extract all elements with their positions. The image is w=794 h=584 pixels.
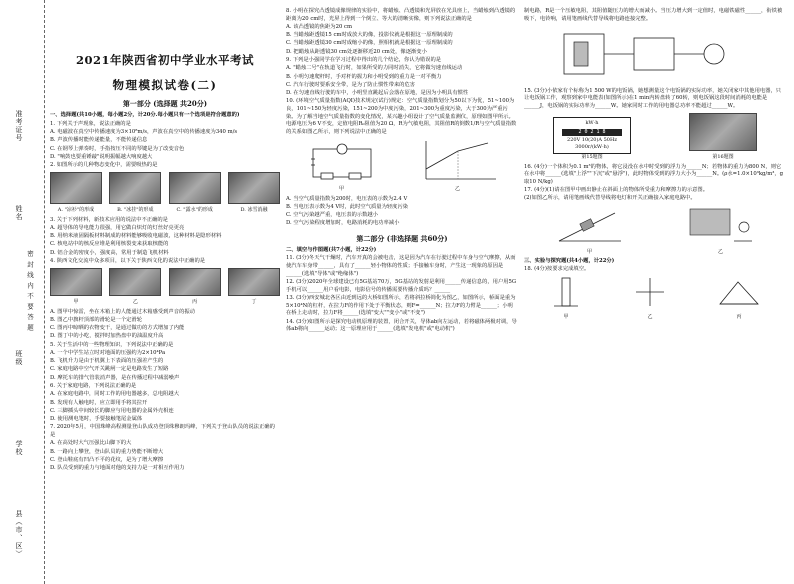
- part2-heading: 第二部分 (非选择题 共60分): [356, 234, 448, 244]
- q4-figures: [50, 268, 280, 307]
- q4-caption: 丁: [251, 299, 257, 306]
- q15-q16-figures: [524, 113, 786, 162]
- q9-option-b: B. 小明匀速爬杆时，手对杆的握力和小明受到的重力是一对平衡力: [286, 73, 442, 80]
- q4-caption: 丙: [192, 299, 198, 306]
- q10-graph: [418, 139, 498, 183]
- q7-option-d: D. 队员受到的重力与地面对他的支持力是一对相互作用力: [50, 465, 185, 472]
- q16-photo: [689, 113, 757, 151]
- q6-option-a: A. 在家庭电路中，同时工作的用电器越多，总电阻越大: [50, 391, 180, 398]
- q18-figure-yi: [630, 276, 670, 310]
- column-2: [286, 8, 518, 335]
- electric-meter: [553, 117, 631, 154]
- column-1: [50, 8, 280, 473]
- q8-option-b: B. 当蜡烛距透镜15 cm时成放大的像，投影仪就是根据这一原理制成的: [286, 32, 453, 39]
- q8: 8. 小明在探究凸透镜成像规律的实验中，将蜡烛、凸透镜和光屏放在光具座上，当蜡烛到凸透镜的距离为20 cm时，光屏上得到一个倒立、等大的清晰实像，则下列说法正确的是: [286, 8, 516, 22]
- q2-photo-d: [228, 172, 280, 204]
- q10-option-d: D. 空气污染程度增加时，电路消耗的电功率减小: [286, 220, 400, 227]
- school-label: 学校: [15, 440, 23, 456]
- q2-photo-b: [109, 172, 161, 204]
- q5-option-c: C. 家庭电路中空气开关跳闸一定是电路发生了短路: [50, 366, 169, 373]
- class-label: 班级: [15, 350, 23, 366]
- q4-photo-yi: [109, 268, 161, 296]
- q4-photo-ding: [228, 268, 280, 296]
- q10-circuit-diagram: [307, 143, 377, 183]
- meter-revolutions: 3000r/(kW·h): [575, 144, 609, 151]
- q12: 12. (3分)2020年全球建设已有5G基站70万，5G基站的发射是利用______传递信息的，用户用5G手机可以______用户看电影，电影信号的传播需要传播介质吗？______: [286, 279, 517, 293]
- q13: 13. (3分)西安城北各区由近到远的大桥如图所示，若将斜拉桥简化为图乙，如图所示，桥面是重为5×10⁴N的杠杆，在拉力F的作用下处于平衡状态，则F=______N；拉力F的力臂是______；小明在桥上走动时，拉力F将______(选填"变大""变小"或"不变"): [286, 295, 516, 317]
- exam-title: 2021年陕西省初中学业水平考试: [75, 53, 254, 67]
- q10: 10. (环境空气质量指数(AQI)技术规定(试行)规定：空气质量指数划分为50以下为优，51~100为良，101~150为轻度污染，151~200为中度污染，201~300为重度污染，大于300为严重污染。为了解当地空气质量指数的变化情况，某兴趣小组设计了空气质量监测仪，原理如图甲所示。电源电压为6 V不变，定值电阻R₀阻值为20 Ω，R为气敏电阻，其阻值R的倒数1/R与空气质量指数的关系如图乙所示，则下列说法中正确的是: [286, 98, 517, 136]
- q4: 4. 陕西文化交流中众多项目，以下关于陕西文化的说法中正确的是: [50, 258, 206, 264]
- q17: 17. (4分)(1)请在图甲中画出静止在斜面上的物体所受重力和摩擦力的示意图。: [524, 187, 709, 194]
- q7-option-a: A. 在高处时大气压强比山脚下的大: [50, 440, 132, 447]
- q4-option-c: C. 图丙中晾晒的衣物变干，是通过做功的方式增加了内能: [50, 325, 185, 332]
- q10-option-c: C. 空气污染越严重，电压表的示数越小: [286, 212, 378, 219]
- q1-option-c: C. 在钢琴上弹奏时，手指按压不同的琴键是为了改变音色: [50, 145, 185, 152]
- q1-option-d: D. "响鼓也要重锤敲"说明振幅越大响度越大: [50, 153, 153, 160]
- section2-heading: 二、填空与作图题(共7小题，计22分): [286, 247, 377, 254]
- q14: 14. (3分)如图所示是探究电动机原理的装置，闭合开关，导体ab向左运动，若将磁体两极对调，导体ab将向______运动；这一原理应用于______(选填"发电机"或"电动机"): [286, 318, 517, 333]
- q2-caption: B. "冰挂"的形成: [117, 207, 154, 214]
- q17-part2: (2)如图乙所示，请用笔画线代替导线将电灯和开关正确接入家庭电路中。: [524, 195, 696, 202]
- q18-figure-jia: [546, 276, 586, 310]
- q2-caption: D. 冰雪消融: [240, 207, 268, 214]
- q3-option-d: D. 铝合金的密度小，强度高，常用于制造飞机材料: [50, 249, 169, 256]
- q5-option-b: B. 飞机升力是由于机翼上下表面的压强差产生的: [50, 358, 164, 365]
- q4-option-b: B. 图乙中旗杆顶部的滑轮是一个定滑轮: [50, 316, 143, 323]
- q1-option-b: B. 声波传播时能传递能量，不能传递信息: [50, 137, 148, 144]
- q2-photo-a: [50, 172, 102, 204]
- q4-caption: 甲: [73, 299, 79, 306]
- q6-option-c: C. 三脚插头中间较长的脚应与用电器的金属外壳相连: [50, 407, 174, 414]
- q8-option-d: D. 把蜡烛从距透镜30 cm处逐渐移近20 cm处，像逐渐变小: [286, 48, 427, 55]
- q4-caption: 乙: [132, 299, 138, 306]
- q14-circuit-figure: [554, 24, 754, 84]
- q3-option-a: A. 超导体的导电能力很强，用它做白炽灯的灯丝好亮更亮: [50, 224, 185, 231]
- q17-caption-jia: 甲: [586, 248, 592, 255]
- q1-option-a: A. 电磁波在真空中传播速度为3×10⁸m/s，声波在真空中的传播速度为340 m/s: [50, 129, 238, 136]
- q5-option-a: A. 一个中学生站立时对地面的压强约为2×10⁴Pa: [50, 349, 166, 356]
- section3-heading: 三、实验与探究题(共4小题，计22分): [524, 258, 615, 265]
- q15-caption: 第15题图: [581, 154, 603, 161]
- q10-caption-jia: 甲: [338, 186, 344, 193]
- q2: 2. 如图所示的几种物态变化中，需要吸热的是: [50, 162, 158, 169]
- q17-figure-yi: [686, 205, 756, 245]
- q18-caption-yi: 乙: [647, 313, 653, 320]
- q16-caption: 第16题图: [712, 154, 734, 161]
- q11: 11. (3分)冬天气干燥时，汽车开真的会被电击，这是因为汽车在行驶过程中车身与空气摩擦，从而使汽车车身带______，具有了______轻小物体的性质；手接触车身时，产生这一现象的原因是______(选填"导体"或"绝缘体"): [286, 255, 516, 277]
- q14-continued: 制电路，R是一个压敏电阻，其阻值随压力的增大而减小。当压力增大到一定值时，电磁铁磁性______，衔铁被吸下，电铃响，请用笔画线代替导线将电路连接完整。: [524, 8, 783, 22]
- q17-figure-jia: [555, 205, 625, 245]
- q5: 5. 关于生活中的一些物理知识，下列说法中正确的是: [50, 341, 174, 348]
- q17-caption-yi: 乙: [717, 248, 723, 255]
- q18-caption-bing: 丙: [736, 313, 742, 320]
- name-label: 姓名: [15, 205, 23, 221]
- q17-figures: [524, 205, 786, 256]
- q2-caption: C. "露水"的形成: [176, 207, 213, 214]
- part1-heading: 第一部分 (选择题 共20分): [122, 99, 208, 109]
- q4-option-d: D. 图丁中的小吃，搅拌时加热盘中的油温度升高: [50, 333, 164, 340]
- q7-option-c: C. 登山鞋底有凹凸不平的花纹，是为了增大摩擦: [50, 456, 164, 463]
- seal-warning: 密 封 线 内 不 要 答 题: [26, 250, 34, 332]
- paper-title: 物理模拟试卷(二): [112, 77, 218, 92]
- q18-figure-bing: [714, 276, 764, 310]
- meter-reading: 2 0 2 1 8: [562, 129, 622, 136]
- q7: 7. 2020年5月，中国珠峰高程测量登山队成功登顶珠穆朗玛峰，下列关于登山队员的说法正确的是: [50, 424, 275, 438]
- q10-figures: [286, 139, 518, 194]
- q3: 3. 关于下列材料，新技术应用的说法中不正确的是: [50, 216, 168, 223]
- q16: 16. (4分)一个体积为0.1 m³的物体，将它浸没在水中时受到的浮力为______N；若物体的重力为800 N，则它在水中将______(选填"上浮""下沉"或"悬浮")，此时物体受到的浮力大小为______N。(ρ水=1.0×10³kg/m³，g取10 N/kg): [524, 163, 784, 185]
- binding-strip: [0, 0, 45, 584]
- q6-option-d: D. 使用测电笔时，手要接触笔尾金属体: [50, 416, 143, 423]
- q6: 6. 关于家庭电路，下列说法正确的是: [50, 382, 137, 389]
- q4-photo-jia: [50, 268, 102, 296]
- q4-photo-bing: [169, 268, 221, 296]
- q2-caption: A. "凉衫"的形成: [57, 207, 95, 214]
- q6-option-b: B. 发现有人触电时，应立即用手将其拉开: [50, 399, 148, 406]
- q18-figures: [524, 276, 786, 321]
- q15: 15. (3分)小依家有个标称为1 500 W的电饭锅，她想测量这个电饭锅的实际功率，她关闭家中其他用电器，只让电饭锅工作，观察到家中电能表(如图所示)在1 min内转盘转了60转，则电饭锅这段时间消耗的电能是______J，电饭锅的实际功率为______W。她家同时工作的用电器总功率不能超过______W。: [524, 87, 782, 109]
- q10-option-b: B. 当电压表示数为4 V时，此时空气质量为轻度污染: [286, 203, 409, 210]
- q8-option-c: C. 当蜡烛距透镜30 cm时成缩小的像，照相机就是根据这一原理制成的: [286, 40, 453, 47]
- q9-option-c: C. 汽车行驶时要系安全带，是为了防止惯性带来的危害: [286, 81, 416, 88]
- q10-option-a: A. 当空气质量指数为200时，电压表的示数为2.4 V: [286, 195, 408, 202]
- section1-heading: 一、选择题(共10小题，每小题2分，计20分.每小题只有一个选项是符合题意的): [50, 112, 240, 119]
- q10-caption-yi: 乙: [454, 186, 460, 193]
- q9-option-d: D. 在匀速直线行驶的车中，小明竖直跳起后会落在原地，是因为小明具有惯性: [286, 90, 469, 97]
- meter-unit: kW·h: [585, 120, 599, 127]
- column-3: [524, 8, 786, 323]
- q4-option-a: A. 图甲中惊雷，坐在木箱上的人能通过木箱感受到声音的振动: [50, 308, 195, 315]
- county-label: 县（市、区）: [15, 510, 23, 558]
- q9: 9. 下列是小强同学在学习过程中得出的几个结论，你认为错误的是: [286, 57, 442, 63]
- q2-photo-c: [169, 172, 221, 204]
- q7-option-b: B. 一路向上攀登，登山队员的重力势能不断增大: [50, 448, 164, 455]
- q3-option-c: C. 核电站中的核反应堆是利用核裂变来获取核能的: [50, 241, 169, 248]
- q18: 18. (4分)按要求完成填空。: [524, 266, 590, 273]
- q2-figures: [50, 172, 280, 215]
- q5-option-d: D. 摩托车的排气管装消声器，是在传播过程中减弱噪声: [50, 374, 180, 381]
- exam-no-label: 准考证号: [15, 110, 23, 142]
- q1: 1. 下列关于声现象，说法正确的是: [50, 120, 131, 127]
- q3-option-b: B. 用纳米液固隔板材料制成的材料能够吸收电磁波，这种材料是隐形材料: [50, 233, 222, 240]
- q8-option-a: A. 该凸透镜的焦距为20 cm: [286, 23, 352, 30]
- meter-spec: 220V 10(20)A 50Hz: [567, 136, 617, 143]
- q9-option-a: A. "蜡烛二号"在轨道飞行时，如果所受的力同时消失，它将做匀速直线运动: [286, 65, 463, 72]
- q18-caption-jia: 甲: [563, 313, 569, 320]
